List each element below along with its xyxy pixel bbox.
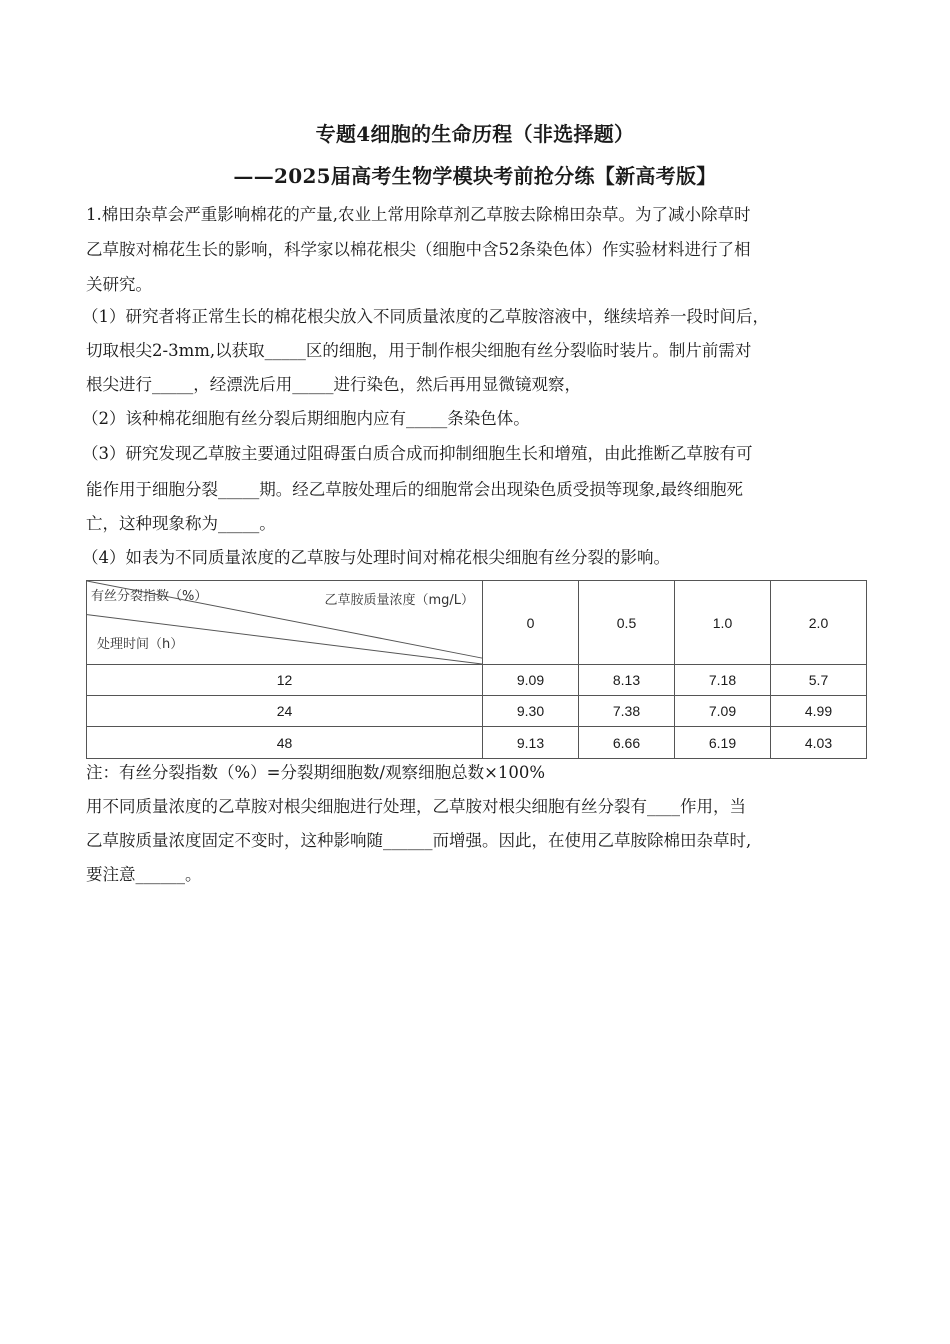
text-line: （1）研究者将正常生长的棉花根尖放入不同质量浓度的乙草胺溶液中，继续培养一段时间后， [82, 307, 769, 326]
value-cell: 7.38 [579, 696, 675, 727]
column-header: 0 [483, 581, 579, 665]
column-header: 2.0 [771, 581, 867, 665]
text-line: （2）该种棉花细胞有丝分裂后期细胞内应有_____条染色体。 [82, 409, 530, 428]
value-cell: 9.30 [483, 696, 579, 727]
value-cell: 5.7 [771, 665, 867, 696]
time-cell: 48 [87, 727, 483, 759]
table-header-row [87, 581, 867, 665]
header-time-label: 处理时间（h） [97, 637, 184, 652]
table-row [87, 727, 867, 759]
table-row [87, 696, 867, 727]
text-line: （3）研究发现乙草胺主要通过阻碍蛋白质合成而抑制细胞生长和增殖，由此推断乙草胺有可 [82, 444, 753, 463]
diagonal-header-cell [87, 581, 483, 665]
value-cell: 7.09 [675, 696, 771, 727]
table-note: 注：有丝分裂指数（%）=分裂期细胞数/观察细胞总数×100% [86, 763, 546, 782]
value-cell: 6.19 [675, 727, 771, 759]
value-cell: 4.99 [771, 696, 867, 727]
time-cell: 12 [87, 665, 483, 696]
column-header: 0.5 [579, 581, 675, 665]
text-line: 1.棉田杂草会严重影响棉花的产量,农业上常用除草剂乙草胺去除棉田杂草。为了减小除草时 [86, 205, 751, 224]
text-line: 要注意______。 [86, 865, 202, 884]
text-line: 乙草胺对棉花生长的影响，科学家以棉花根尖（细胞中含52条染色体）作实验材料进行了相 [86, 240, 751, 259]
header-index-label: 有丝分裂指数（%） [91, 589, 208, 604]
data-table [86, 580, 867, 759]
value-cell: 4.03 [771, 727, 867, 759]
text-line: 乙草胺质量浓度固定不变时，这种影响随______而增强。因此，在使用乙草胺除棉田杂草时, [86, 831, 752, 850]
text-line: 亡，这种现象称为_____。 [86, 514, 276, 533]
time-cell: 24 [87, 696, 483, 727]
title-line-2: ——2025届高考生物学模块考前抢分练【新高考版】 [233, 164, 717, 188]
value-cell: 7.18 [675, 665, 771, 696]
value-cell: 8.13 [579, 665, 675, 696]
text-line: 用不同质量浓度的乙草胺对根尖细胞进行处理，乙草胺对根尖细胞有丝分裂有____作用，当 [86, 797, 746, 816]
value-cell: 9.13 [483, 727, 579, 759]
title-line-1: 专题4细胞的生命历程（非选择题） [315, 122, 635, 146]
text-line: 关研究。 [86, 275, 152, 294]
text-line: （4）如表为不同质量浓度的乙草胺与处理时间对棉花根尖细胞有丝分裂的影响。 [82, 548, 670, 567]
text-line: 根尖进行_____，经漂洗后用_____进行染色，然后再用显微镜观察， [86, 375, 581, 394]
column-header: 1.0 [675, 581, 771, 665]
header-concentration-label: 乙草胺质量浓度（mg/L） [324, 593, 474, 608]
table-row [87, 665, 867, 696]
value-cell: 9.09 [483, 665, 579, 696]
text-line: 切取根尖2-3mm,以获取_____区的细胞，用于制作根尖细胞有丝分裂临时装片。制片前需对 [86, 341, 752, 360]
value-cell: 6.66 [579, 727, 675, 759]
text-line: 能作用于细胞分裂_____期。经乙草胺处理后的细胞常会出现染色质受损等现象,最终细胞死 [86, 480, 743, 499]
